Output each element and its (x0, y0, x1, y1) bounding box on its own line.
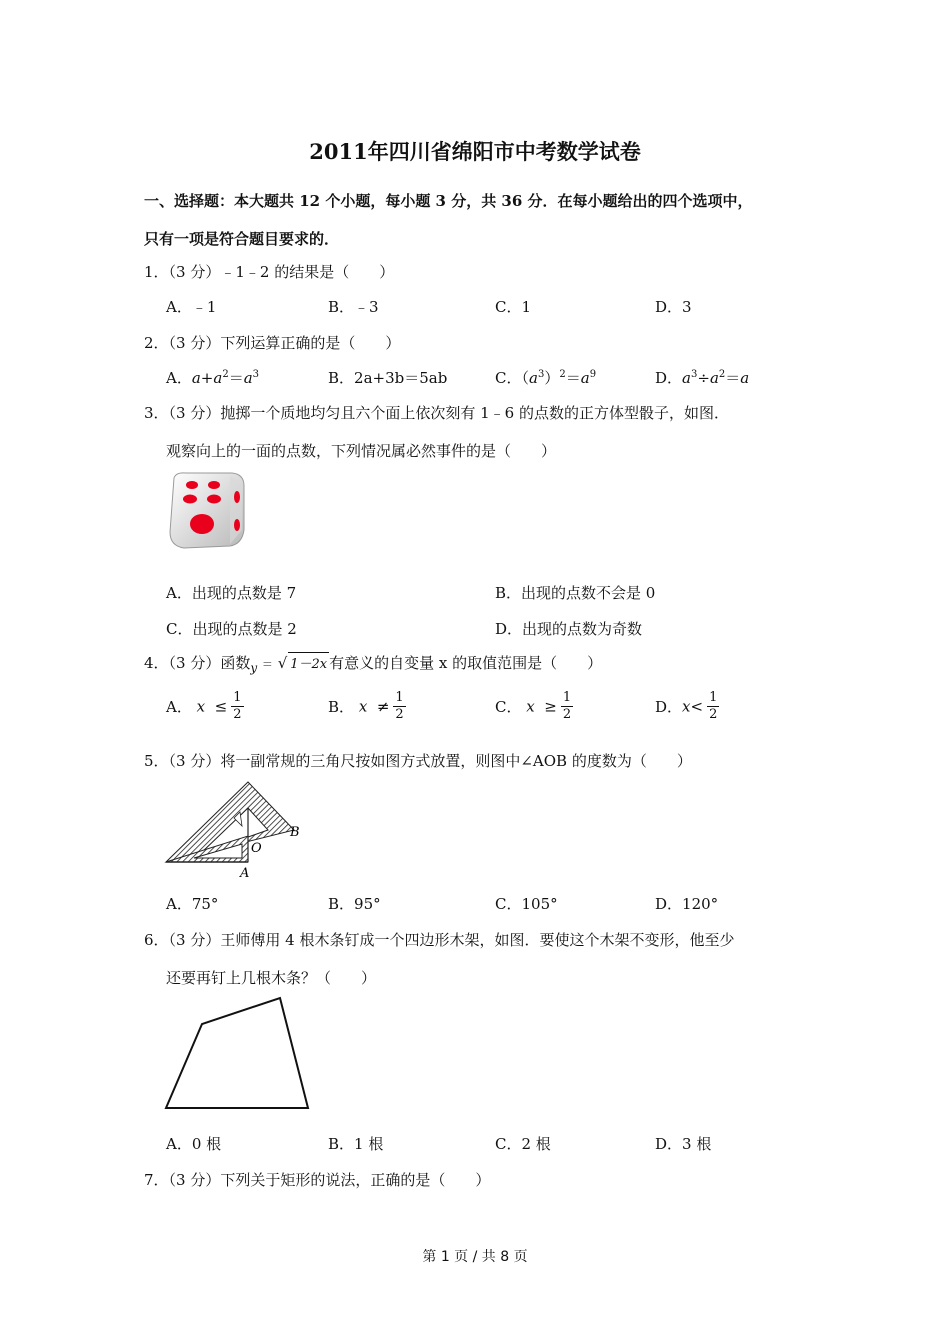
question-5 (144, 750, 692, 771)
page-title: 2011年四川省绵阳市中考数学试卷 (309, 139, 641, 164)
triangle-rulers-figure (164, 778, 314, 882)
dice-pip (186, 481, 198, 489)
option-d: D．120° (655, 895, 719, 913)
question-text: （3 分）﹣1﹣2 的结果是（ ） (168, 263, 395, 281)
question-number: 4． (144, 654, 169, 672)
option-b: B． x ≠ $\frac{1}{2}$ (328, 690, 404, 722)
dice-figure (166, 470, 248, 550)
option-c: C．2 根 (495, 1135, 551, 1153)
option-b: B．﹣3 (328, 298, 379, 316)
quadrilateral-frame-figure (162, 992, 318, 1112)
dice-pip (183, 495, 197, 504)
option-a: A．出现的点数是 7 (166, 584, 297, 602)
option-a: A．﹣1 (166, 298, 217, 316)
option-b: B．2a+3b＝5ab (328, 369, 448, 387)
option-a: A．$a+a^2=a^3$ (166, 369, 260, 387)
dice-pip (207, 495, 221, 504)
label-o: O (251, 841, 262, 856)
question-1 (144, 261, 394, 282)
option-d: D．x< $\frac{1}{2}$ (655, 690, 718, 722)
question-text: （3 分）下列运算正确的是（ ） (168, 334, 401, 352)
option-d: D．3 根 (655, 1135, 712, 1153)
question-number: 6． (144, 931, 169, 949)
option-d: D．出现的点数为奇数 (495, 620, 643, 638)
label-b: B (290, 825, 300, 840)
dice-pip (208, 481, 220, 489)
question-7 (144, 1169, 490, 1190)
option-c: C．105° (495, 895, 558, 913)
question-2 (144, 332, 400, 353)
option-b: B．1 根 (328, 1135, 384, 1153)
question-text: （3 分）将一副常规的三角尺按如图方式放置，则图中∠AOB 的度数为（ ） (168, 752, 692, 770)
option-a: A．0 根 (166, 1135, 222, 1153)
question-text: （3 分）抛掷一个质地均匀且六个面上依次刻有 1﹣6 的点数的正方体型骰子，如图． (168, 404, 729, 422)
option-b: B．95° (328, 895, 381, 913)
option-d: D．3 (655, 298, 692, 316)
option-b: B．出现的点数不会是 0 (495, 584, 656, 602)
page-footer: 第 1 页 / 共 8 页 (422, 1249, 528, 1265)
question-6 (144, 929, 734, 950)
option-a: A．75° (166, 895, 219, 913)
question-3 (144, 402, 729, 423)
option-c: C．1 (495, 298, 532, 316)
option-a: A． x ≤ $\frac{1}{2}$ (166, 690, 242, 722)
question-number: 5． (144, 752, 169, 770)
option-c: C．$(a^3)^2=a^9$ (495, 369, 597, 387)
section-heading-cont: 只有一项是符合题目要求的． (144, 230, 340, 248)
question-number: 7． (144, 1171, 169, 1189)
question-number: 1． (144, 263, 169, 281)
question-number: 2． (144, 334, 169, 352)
question-text-cont: 观察向上的一面的点数，下列情况属必然事件的是（ ） (166, 442, 557, 460)
option-d: D．$a^3\div a^2=a$ (655, 369, 750, 387)
question-text-cont: 还要再钉上几根木条？（ ） (166, 969, 377, 987)
label-a: A (240, 866, 250, 881)
section-heading: 一、选择题：本大题共 12 个小题，每小题 3 分，共 36 分．在每小题给出的四个选项中， (144, 192, 753, 210)
question-number: 3． (144, 404, 169, 422)
dice-pip (190, 514, 214, 534)
dice-pip (234, 519, 240, 531)
option-c: C． x ≥ $\frac{1}{2}$ (495, 690, 572, 722)
dice-pip (234, 491, 240, 503)
question-4: 4．（3 分）函数$_y$ ＝ √ 1－2x 有意义的自变量 x 的取值范围是（ ） (144, 654, 603, 675)
option-c: C．出现的点数是 2 (166, 620, 297, 638)
question-text: （3 分）王师傅用 4 根木条钉成一个四边形木架，如图．要使这个木架不变形，他至少 (168, 931, 735, 949)
question-text: （3 分）下列关于矩形的说法，正确的是（ ） (168, 1171, 491, 1189)
